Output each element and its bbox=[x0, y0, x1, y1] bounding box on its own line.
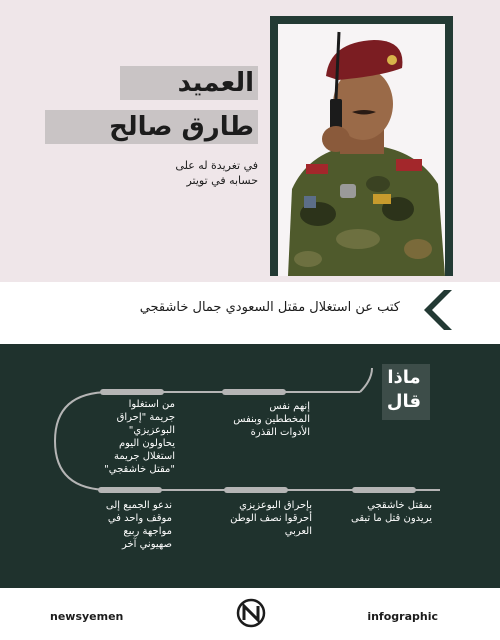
quote-2: إنهم نفس المخططين وبنفس الأدوات القذرة bbox=[233, 401, 310, 438]
quote-1: من استغلوا جريمة "إحراق البوعزيزي" يحاولون اليوم استغلال جريمة "مقتل خاشقجي" bbox=[104, 399, 175, 475]
footer bbox=[0, 588, 500, 640]
portrait-frame bbox=[270, 16, 453, 276]
banner-text: كتب عن استغلال مقتل السعودي جمال خاشقجي bbox=[139, 300, 400, 315]
subtitle: في تغريدة له على حسابه في تويتر bbox=[175, 159, 258, 187]
portrait-image bbox=[278, 24, 445, 276]
title-line-1: العميد bbox=[120, 66, 258, 100]
quote-4: بإحراق البوعزيزي أحرقوا نصف الوطن العربي bbox=[230, 500, 312, 537]
timeline-heading bbox=[375, 366, 433, 414]
heading-line-2: قال bbox=[386, 391, 422, 412]
chevron-left-icon bbox=[414, 286, 454, 334]
footer-type: infographic bbox=[367, 610, 438, 623]
quote-3: ندعو الجميع إلى موقف واحد في مواجهة ربيع صهيوني آخر bbox=[105, 500, 172, 550]
heading-line-1: ماذا bbox=[387, 367, 421, 388]
title-line-2: طارق صالح bbox=[45, 110, 258, 144]
footer-brand: newsyemen bbox=[50, 610, 124, 623]
newsyemen-logo-icon bbox=[234, 596, 268, 630]
quote-5: بمقتل خاشقجي يريدون قتل ما تبقى bbox=[350, 500, 432, 524]
header-section bbox=[0, 0, 500, 282]
banner-section bbox=[0, 282, 500, 344]
timeline-section bbox=[0, 344, 500, 588]
